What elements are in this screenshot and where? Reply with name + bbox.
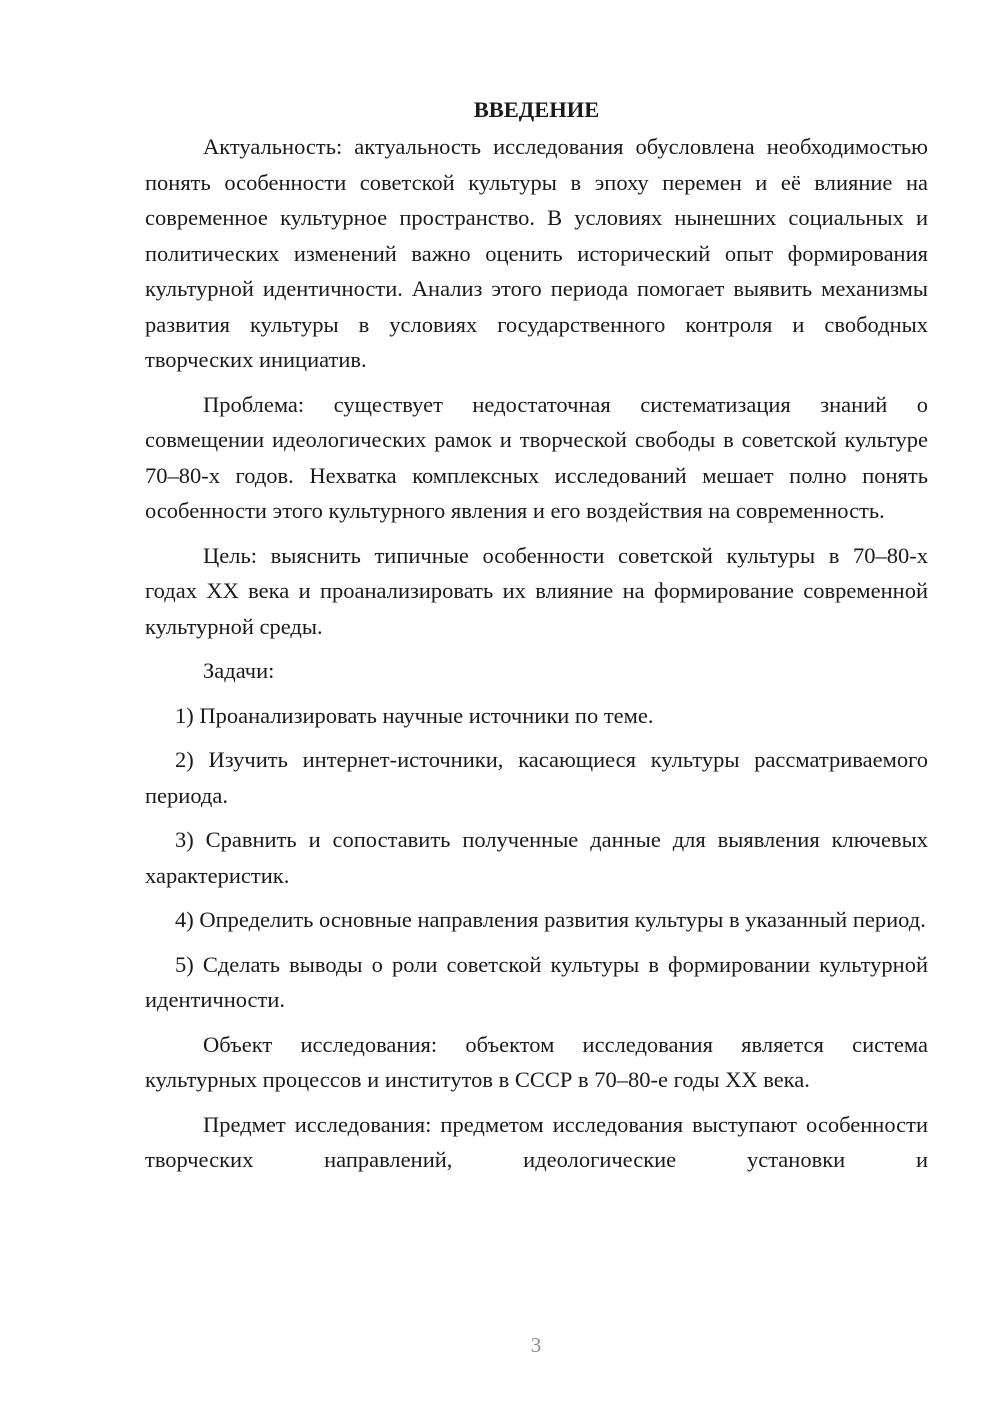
subject-paragraph: Предмет исследования: предметом исследования выступают особенности творческих направлений, идеологические установки и — [145, 1111, 928, 1172]
section-title: ВВЕДЕНИЕ — [473, 97, 600, 122]
document-page — [145, 92, 928, 1187]
task-item-1: 1) Проанализировать научные источники по теме. — [175, 702, 654, 728]
tasks-heading: Задачи: — [203, 658, 275, 683]
task-item-3: 3) Сравнить и сопоставить полученные данные для выявления ключевых характеристик. — [145, 827, 928, 888]
relevance-paragraph: Актуальность: актуальность исследования обусловлена необходимостью понять особенности советской культуры в эпоху перемен и её влияние на современное культурное пространство. В условиях нынешних социальных и политических изменений важно оценить исторический опыт формирования культурной идентичности. Анализ этого периода помогает выявить механизмы развития культуры в условиях государственного контроля и свободных творческих инициатив. — [145, 134, 928, 372]
object-paragraph: Объект исследования: объектом исследования является система культурных процессов и институтов в СССР в 70–80-е годы XX века. — [145, 1031, 928, 1092]
task-item-5: 5) Сделать выводы о роли советской культуры в формировании культурной идентичности. — [145, 951, 928, 1012]
task-item-2: 2) Изучить интернет-источники, касающиеся культуры рассматриваемого периода. — [145, 747, 928, 808]
page-number: 3 — [530, 1333, 542, 1357]
task-item-4: 4) Определить основные направления развития культуры в указанный период. — [175, 907, 926, 932]
problem-paragraph: Проблема: существует недостаточная систематизация знаний о совмещении идеологических рамок и творческой свободы в советской культуре 70–80-х годов. Нехватка комплексных исследований мешает полно понять особенности этого культурного явления и его воздействия на современность. — [145, 391, 928, 523]
goal-paragraph: Цель: выяснить типичные особенности советской культуры в 70–80-х годах XX века и проанализировать их влияние на формирование современной культурной среды. — [145, 542, 928, 639]
